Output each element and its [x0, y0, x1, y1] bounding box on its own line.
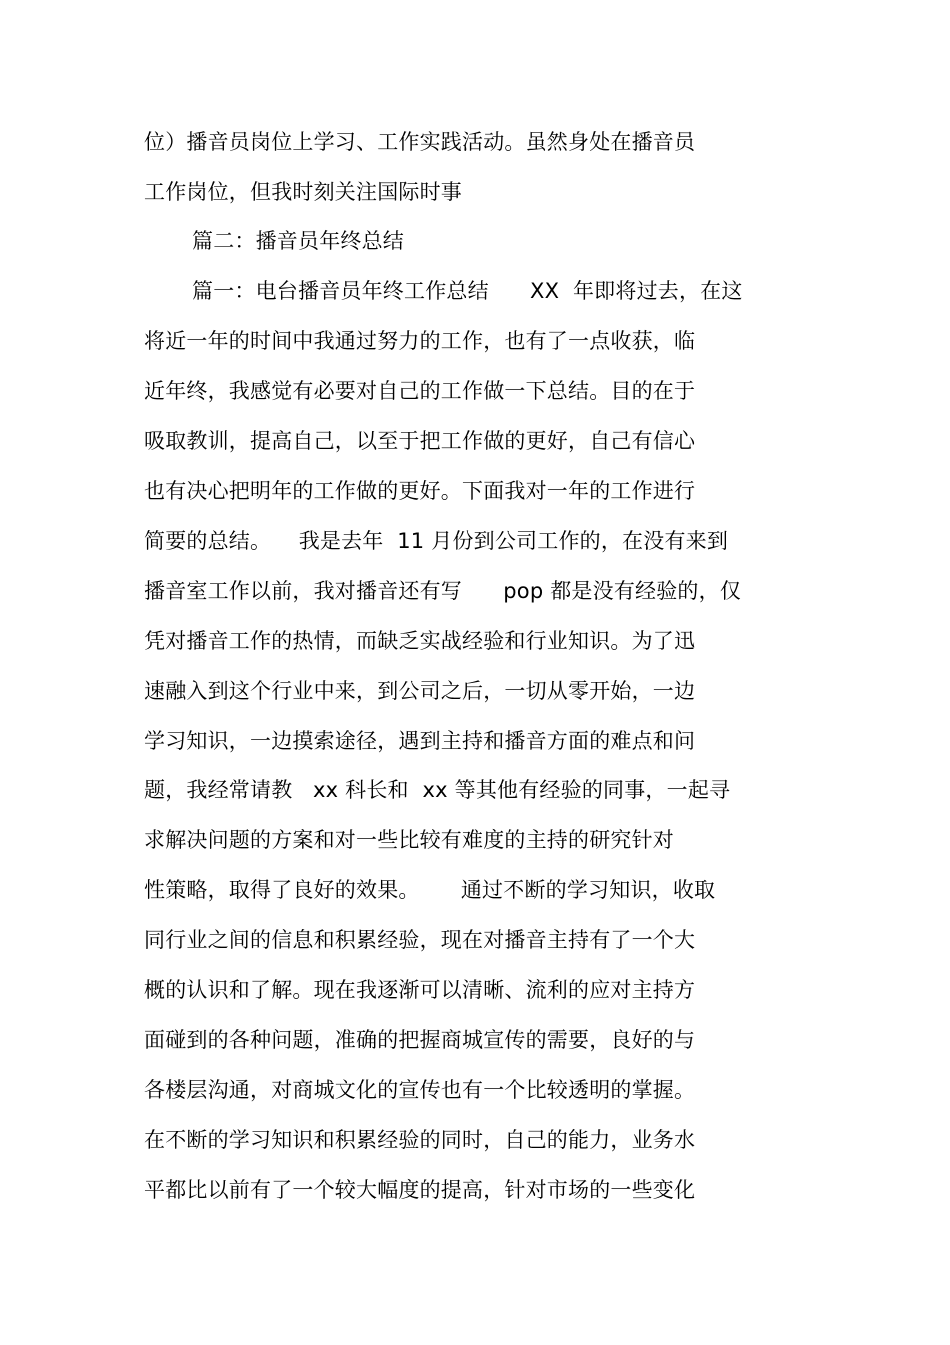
- text-line: 也有决心把明年的工作做的更好。下面我对一年的工作进行: [144, 479, 696, 503]
- text-line: 凭对播音工作的热情，而缺乏实战经验和行业知识。为了迅: [144, 629, 696, 653]
- section-heading: 篇二：播音员年终总结: [192, 229, 404, 253]
- text-line: 吸取教训，提高自己，以至于把工作做的更好，自己有信心: [144, 429, 696, 453]
- text-line: 性策略，取得了良好的效果。 通过不断的学习知识，收取: [144, 878, 716, 902]
- text-line: 在不断的学习知识和积累经验的同时，自己的能力，业务水: [144, 1128, 696, 1152]
- text-line: 将近一年的时间中我通过努力的工作，也有了一点收获，临: [144, 329, 696, 353]
- text-line: 位）播音员岗位上学习、工作实践活动。虽然身处在播音员: [144, 130, 696, 154]
- text-line: 播音室工作以前，我对播音还有写 pop 都是没有经验的，仅: [144, 579, 742, 603]
- text-line: 题，我经常请教 xx 科长和 xx 等其他有经验的同事，一起寻: [144, 778, 731, 802]
- text-line: 简要的总结。 我是去年 11 月份到公司工作的，在没有来到: [144, 529, 729, 553]
- text-line: 近年终，我感觉有必要对自己的工作做一下总结。目的在于: [144, 379, 696, 403]
- text-line: 工作岗位，但我时刻关注国际时事: [144, 180, 462, 204]
- text-line: 概的认识和了解。现在我逐渐可以清晰、流利的应对主持方: [144, 978, 696, 1002]
- text-line: 面碰到的各种问题，准确的把握商城宣传的需要，良好的与: [144, 1028, 696, 1052]
- text-line: 求解决问题的方案和对一些比较有难度的主持的研究针对: [144, 828, 674, 852]
- text-line: 各楼层沟通，对商城文化的宣传也有一个比较透明的掌握。: [144, 1078, 696, 1102]
- text-line: 速融入到这个行业中来，到公司之后，一切从零开始，一边: [144, 679, 696, 703]
- text-line: 学习知识，一边摸索途径，遇到主持和播音方面的难点和问: [144, 729, 696, 753]
- text-line: 同行业之间的信息和积累经验，现在对播音主持有了一个大: [144, 928, 696, 952]
- text-line: 平都比以前有了一个较大幅度的提高，针对市场的一些变化: [144, 1178, 696, 1202]
- section-heading: 篇一：电台播音员年终工作总结 XX 年即将过去，在这: [192, 279, 743, 303]
